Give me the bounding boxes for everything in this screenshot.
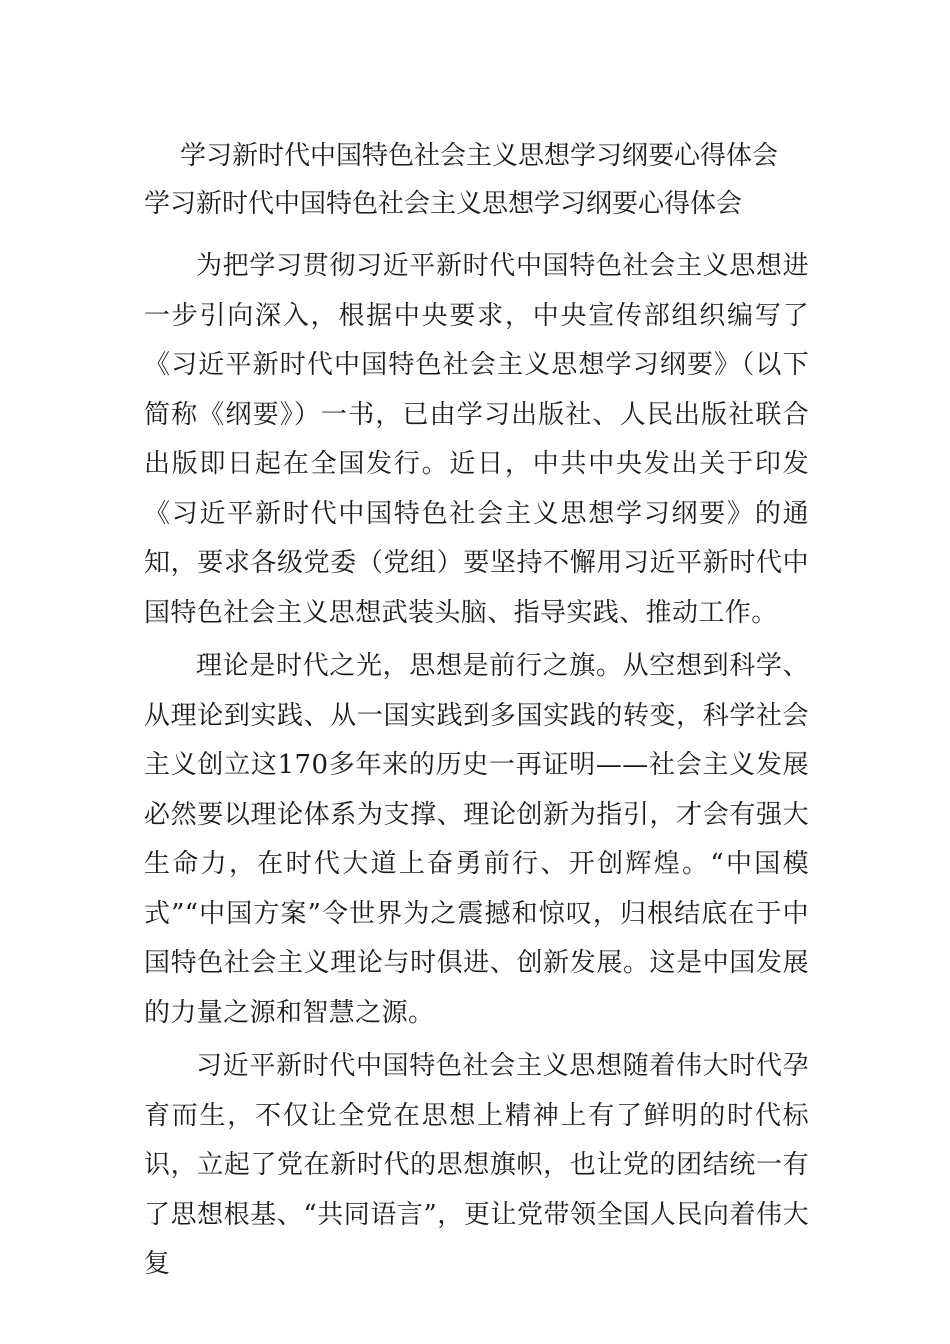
paragraph-2: 理论是时代之光，思想是前行之旗。从空想到科学、从理论到实践、从一国实践到多国实践的转变，科学社会主义创立这170多年来的历史一再证明——社会主义发展必然要以理论体系为支撑、理论创新为指引，才会有强大生命力，在时代大道上奋勇前行、开创辉煌。“中国模式”“中国方案”令世界为之震撼和惊叹，归根结底在于中国特色社会主义理论与时俱进、创新发展。这是中国发展的力量之源和智慧之源。 xyxy=(144,651,809,1028)
document-title: 学习新时代中国特色社会主义思想学习纲要心得体会 xyxy=(180,141,779,171)
paragraph-1: 为把学习贯彻习近平新时代中国特色社会主义思想进一步引向深入，根据中央要求，中央宣传部组织编写了《习近平新时代中国特色社会主义思想学习纲要》（以下简称《纲要》）一书，已由学习出版社、人民出版社联合出版即日起在全国发行。近日，中共中央发出关于印发《习近平新时代中国特色社会主义思想学习纲要》的通知，要求各级党委（党组）要坚持不懈用习近平新时代中国特色社会主义思想武装头脑、指导实践、推动工作。 xyxy=(144,251,809,628)
paragraph-3: 习近平新时代中国特色社会主义思想随着伟大时代孕育而生，不仅让全党在思想上精神上有了鲜明的时代标识，立起了党在新时代的思想旗帜，也让党的团结统一有了思想根基、“共同语言”，更让党带领全国人民向着伟大复 xyxy=(144,1051,809,1279)
document-subtitle: 学习新时代中国特色社会主义思想学习纲要心得体会 xyxy=(144,189,743,219)
document-body xyxy=(144,130,809,1290)
